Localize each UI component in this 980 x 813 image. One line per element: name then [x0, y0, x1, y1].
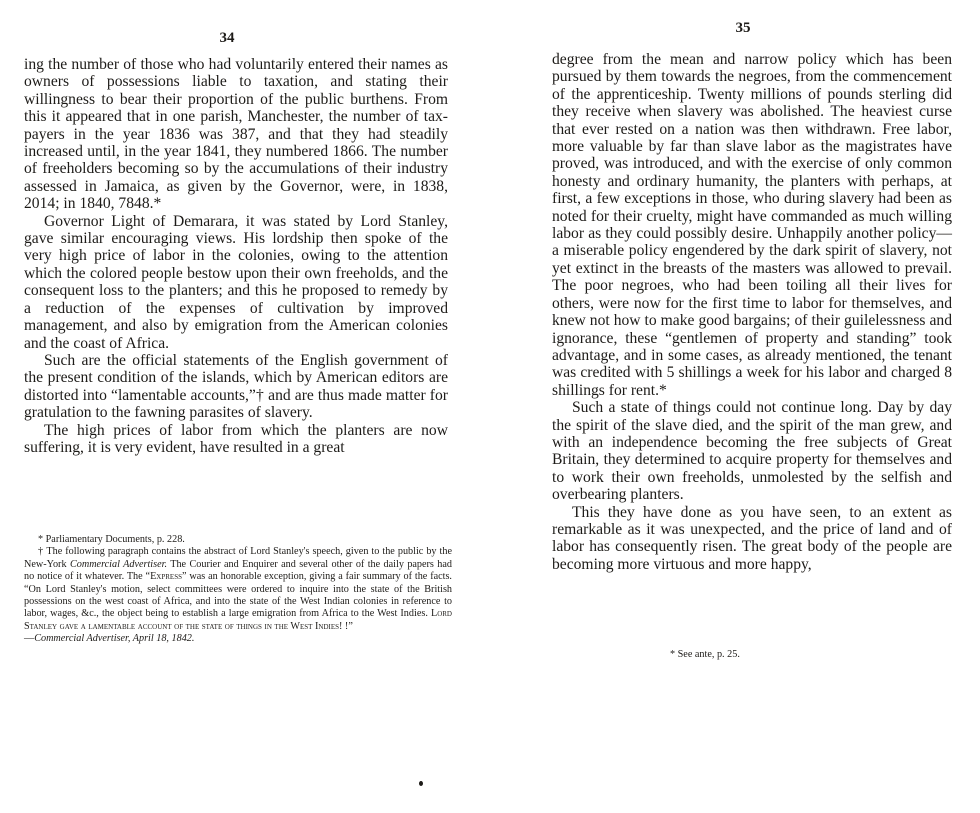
footnote-see-ante: * See ante, p. 25.: [670, 649, 740, 660]
footnote-stanley-speech: [24, 546, 452, 645]
paragraph: Such are the official statements of the English government of the present condition of the islands, which by American editors are distorted into “lamentable accounts,”† and are thus made matter for gratulation to the fawning parasites of slavery.: [24, 351, 448, 422]
right-page: [490, 0, 980, 813]
right-footnote: [670, 649, 870, 661]
paragraph: The high prices of labor from which the planters are now suffering, it is very evident, have resulted in a great: [24, 421, 448, 456]
left-footnotes: [24, 534, 452, 646]
paragraph: ing the number of those who had voluntarily entered their names as owners of possessions liable to taxation, and stating their willingness to bear their proportion of the public burthens. From this it appeared that in one parish, Manchester, the number of tax-payers in the year 1836 was 387, and that they had steadily increased until, in the year 1841, they numbered 1866. The number of freeholders becoming so by the accumulations of their industry assessed in Jamaica, as given by the Governor, were, in 1838, 2014; in 1840, 7848.*: [24, 56, 448, 213]
footnote-text: † The following paragraph contains the abstract of Lord Stanley's speech, given to the public by the New-York: [24, 546, 452, 570]
right-page-body: [552, 51, 952, 573]
footnote-text: The Courier and Enquirer and several other of the daily papers had no notice of it whatever. The “: [24, 558, 453, 583]
left-page-body: [24, 56, 448, 456]
footnote-attribution-dash: —: [24, 633, 35, 645]
page-number-right: 35: [735, 20, 751, 36]
paragraph: Such a state of things could not continue long. Day by day the spirit of the slave died, and the spirit of the man grew, and with an independence becoming the free subjects of Great Britain, they determined to acquire property for themselves and to work their own freeholds, unmolested by the selfish and overbearing planters.: [552, 399, 952, 504]
ink-dot: [419, 781, 423, 786]
footnote-parliamentary: * Parliamentary Documents, p. 228.: [38, 534, 185, 545]
page-number-left: 34: [219, 30, 235, 46]
footnote-newspaper-title: Commercial Advertiser.: [69, 558, 168, 570]
footnote-attribution: Commercial Advertiser, April 18, 1842.: [34, 633, 195, 645]
footnote-quote-emphasis: Lord Stanley gave a lamentable account of the state of things in the West Indies! !”: [24, 608, 452, 632]
paragraph: degree from the mean and narrow policy which has been pursued by them towards the negroes, from the commencement of the apprenticeship. Twenty millions of pounds sterling did they receive when slavery was abolished. The heaviest curse that ever rested on a nation was then withdrawn. Free labor, more valuable by far than slave labor as the magistrates have proved, was introduced, and with the exercise of only common honesty and ordinary humanity, the planters with perhaps, at first, a few exceptions in those, who during slavery had been as noted for their cruelty, might have commanded as much willing labor as they could possibly desire. Unhappily another policy—a miserable policy engendered by the dark spirit of slavery, not yet extinct in the breasts of the masters was allowed to prevail. The poor negroes, who had been toiling all their lives for others, were now for the first time to labor for themselves, and knew not how to make good bargains; of their guilelessness and ignorance, these “gentlemen of property and standing” took advantage, and in some cases, as already mentioned, the tenant was credited with 5 shillings a week for his labor and charged 8 shillings for rent.*: [552, 51, 952, 399]
paragraph: Governor Light of Demarara, it was stated by Lord Stanley, gave similar encouraging views. His lordship then spoke of the very high price of labor in the colonies, owing to the attention which the colored people bestow upon their own freeholds, and the consequent loss to the planters; and this he proposed to remedy by a reduction of the expenses of cultivation by improved management, and also by emigration from the American colonies and the coast of Africa.: [24, 212, 448, 352]
paragraph: This they have done as you have seen, to an extent as remarkable as it was unexpected, and the price of land and of labor has consequently risen. The great body of the people are becoming more virtuous and more happy,: [552, 503, 952, 573]
footnote-express-name: Express: [150, 571, 182, 583]
footnote-text: ” was an honorable exception, giving a fair summary of the facts. “On Lord Stanley's motion, select committees were ordered to inquire into the state of the British possessions on the west coast of Africa, and into the state of the West Indian colonies in reference to labor, wages, &c., the object being to establish a large emigration from Africa to the West Indies.: [24, 571, 452, 620]
